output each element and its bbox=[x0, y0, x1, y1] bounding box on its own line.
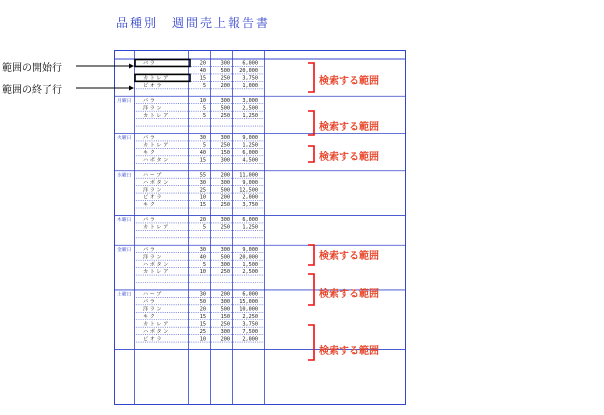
cell-unit-price: 500 bbox=[220, 68, 230, 75]
cell-product: バラ bbox=[143, 299, 157, 305]
cell-unit-price: 250 bbox=[220, 269, 230, 276]
cell-amount: 20,000 bbox=[239, 68, 258, 75]
search-range-bracket bbox=[308, 245, 314, 265]
cell-quantity: 5 bbox=[202, 142, 206, 149]
end-row-arrow-head bbox=[129, 86, 134, 91]
cell-quantity: 5 bbox=[202, 82, 206, 89]
start-row-highlight bbox=[135, 60, 190, 67]
search-range-label: 検索する範囲 bbox=[319, 152, 379, 163]
cell-amount: 9,000 bbox=[242, 246, 258, 253]
cell-quantity: 25 bbox=[199, 328, 206, 335]
search-range-label: 検索する範囲 bbox=[319, 251, 379, 262]
cell-product: キク bbox=[143, 313, 157, 320]
cell-product: バラ bbox=[143, 246, 157, 253]
cell-unit-price: 300 bbox=[220, 135, 230, 142]
cell-quantity: 20 bbox=[199, 217, 206, 224]
cell-product: ビオラ bbox=[143, 194, 164, 201]
cell-unit-price: 200 bbox=[220, 291, 230, 298]
cell-quantity: 30 bbox=[199, 179, 206, 186]
cell-unit-price: 250 bbox=[220, 75, 230, 82]
cell-unit-price: 200 bbox=[220, 194, 230, 201]
cell-unit-price: 300 bbox=[220, 97, 230, 104]
search-range-label: 検索する範囲 bbox=[319, 346, 379, 357]
cell-amount: 9,000 bbox=[242, 179, 258, 186]
end-row-label: 範囲の終了行 bbox=[2, 85, 62, 96]
cell-amount: 3,750 bbox=[242, 202, 258, 209]
cell-product: バラ bbox=[143, 60, 157, 67]
cell-product: バラ bbox=[143, 135, 157, 142]
cell-quantity: 30 bbox=[199, 135, 206, 142]
cell-quantity: 50 bbox=[199, 299, 206, 305]
cell-unit-price: 300 bbox=[220, 299, 230, 305]
cell-product: カトレア bbox=[143, 75, 170, 82]
day-label: 火曜日 bbox=[117, 136, 132, 141]
cell-quantity: 20 bbox=[199, 306, 206, 313]
cell-product: 洋ラン bbox=[143, 105, 164, 112]
cell-quantity: 10 bbox=[199, 336, 206, 343]
start-row-arrow-head bbox=[129, 64, 134, 69]
cell-amount: 3,750 bbox=[242, 75, 258, 82]
cell-quantity: 15 bbox=[199, 321, 206, 328]
cell-quantity: 40 bbox=[199, 150, 206, 156]
cell-product: キク bbox=[143, 150, 157, 156]
cell-amount: 12,500 bbox=[239, 187, 258, 194]
cell-amount: 10,000 bbox=[239, 306, 258, 313]
cell-unit-price: 500 bbox=[220, 105, 230, 112]
cell-product: ハボタン bbox=[143, 328, 170, 335]
search-range-bracket bbox=[308, 63, 314, 92]
cell-quantity: 10 bbox=[199, 97, 206, 104]
cell-unit-price: 300 bbox=[220, 328, 230, 335]
cell-product: 洋ラン bbox=[143, 254, 164, 261]
cell-quantity: 55 bbox=[199, 172, 206, 179]
cell-product: カトレア bbox=[143, 321, 170, 328]
cell-amount: 2,000 bbox=[242, 336, 258, 343]
cell-unit-price: 300 bbox=[220, 261, 230, 268]
cell-product: ハボタン bbox=[143, 261, 170, 268]
cell-product: カトレア bbox=[143, 224, 170, 231]
cell-quantity: 40 bbox=[199, 254, 206, 261]
cell-product: ハーブ bbox=[143, 172, 163, 179]
cell-unit-price: 300 bbox=[220, 217, 230, 224]
cell-product: ビオラ bbox=[143, 336, 164, 343]
cell-amount: 6,000 bbox=[242, 217, 258, 224]
search-range-label: 検索する範囲 bbox=[319, 76, 379, 87]
cell-unit-price: 300 bbox=[220, 179, 230, 186]
search-range-bracket bbox=[308, 325, 314, 360]
cell-unit-price: 200 bbox=[220, 172, 230, 179]
cell-unit-price: 250 bbox=[220, 224, 230, 231]
cell-amount: 2,500 bbox=[242, 269, 258, 276]
search-range-label: 検索する範囲 bbox=[319, 122, 379, 133]
day-label: 月曜日 bbox=[117, 98, 132, 104]
cell-quantity: 5 bbox=[202, 112, 206, 119]
cell-amount: 2,250 bbox=[242, 313, 258, 320]
cell-amount: 11,000 bbox=[239, 172, 258, 179]
cell-unit-price: 250 bbox=[220, 202, 230, 209]
cell-amount: 2,000 bbox=[242, 194, 258, 201]
cell-amount: 2,500 bbox=[242, 105, 258, 112]
cell-amount: 1,500 bbox=[242, 261, 258, 268]
day-label: 水曜日 bbox=[117, 173, 132, 179]
day-label: 土曜日 bbox=[117, 292, 132, 298]
cell-unit-price: 300 bbox=[220, 246, 230, 253]
cell-unit-price: 200 bbox=[220, 82, 230, 89]
cell-product: カトレア bbox=[143, 142, 170, 149]
cell-amount: 1,250 bbox=[242, 224, 258, 231]
cell-amount: 1,250 bbox=[242, 112, 258, 119]
cell-amount: 1,000 bbox=[242, 82, 258, 89]
cell-product: ハボタン bbox=[143, 179, 170, 186]
cell-product: バラ bbox=[143, 97, 157, 104]
cell-quantity: 15 bbox=[199, 75, 206, 82]
cell-unit-price: 150 bbox=[220, 150, 230, 156]
search-range-bracket bbox=[308, 274, 314, 305]
cell-amount: 9,000 bbox=[242, 135, 258, 142]
cell-amount: 3,000 bbox=[242, 97, 258, 104]
start-row-label: 範囲の開始行 bbox=[2, 63, 62, 74]
cell-product: ハボタン bbox=[143, 157, 170, 164]
cell-product: 洋ラン bbox=[143, 306, 164, 313]
cell-product: カトレア bbox=[143, 269, 170, 276]
cell-amount: 1,250 bbox=[242, 142, 258, 149]
search-range-bracket bbox=[308, 111, 314, 135]
cell-unit-price: 250 bbox=[220, 142, 230, 149]
cell-amount: 20,000 bbox=[239, 254, 258, 261]
cell-product: ハーブ bbox=[143, 291, 163, 298]
day-label: 金曜日 bbox=[117, 247, 132, 253]
cell-product: キク bbox=[143, 202, 157, 209]
cell-quantity: 15 bbox=[199, 313, 206, 320]
cell-product: ビオラ bbox=[143, 82, 164, 89]
cell-unit-price: 150 bbox=[220, 313, 230, 320]
cell-quantity: 5 bbox=[202, 261, 206, 268]
cell-unit-price: 250 bbox=[220, 112, 230, 119]
cell-quantity: 15 bbox=[199, 157, 206, 164]
cell-quantity: 10 bbox=[199, 194, 206, 201]
cell-amount: 15,000 bbox=[239, 299, 258, 305]
cell-quantity: 10 bbox=[199, 269, 206, 276]
cell-quantity: 15 bbox=[199, 202, 206, 209]
cell-quantity: 5 bbox=[202, 224, 206, 231]
cell-quantity: 20 bbox=[199, 60, 206, 67]
cell-unit-price: 500 bbox=[220, 306, 230, 313]
cell-unit-price: 500 bbox=[220, 254, 230, 261]
cell-amount: 6,000 bbox=[242, 291, 258, 298]
cell-quantity: 30 bbox=[199, 246, 206, 253]
cell-unit-price: 300 bbox=[220, 157, 230, 164]
cell-amount: 6,000 bbox=[242, 60, 258, 67]
cell-quantity: 30 bbox=[199, 291, 206, 298]
cell-product: バラ bbox=[143, 217, 157, 224]
cell-quantity: 5 bbox=[202, 105, 206, 112]
cell-quantity: 40 bbox=[199, 68, 206, 75]
search-range-bracket bbox=[308, 146, 314, 162]
search-range-label: 検索する範囲 bbox=[319, 289, 379, 300]
cell-amount: 4,500 bbox=[242, 157, 258, 164]
cell-unit-price: 250 bbox=[220, 321, 230, 328]
day-label: 木曜日 bbox=[117, 217, 132, 223]
cell-amount: 6,000 bbox=[242, 150, 258, 156]
cell-product: 洋ラン bbox=[143, 187, 164, 194]
end-row-highlight bbox=[135, 74, 190, 81]
cell-amount: 3,750 bbox=[242, 321, 258, 328]
cell-amount: 7,500 bbox=[242, 328, 258, 335]
cell-unit-price: 500 bbox=[220, 187, 230, 194]
cell-quantity: 25 bbox=[199, 187, 206, 194]
cell-product: カトレア bbox=[143, 112, 170, 119]
cell-unit-price: 200 bbox=[220, 336, 230, 343]
document-title: 品種別 週間売上報告書 bbox=[116, 16, 271, 30]
cell-unit-price: 300 bbox=[220, 60, 230, 67]
